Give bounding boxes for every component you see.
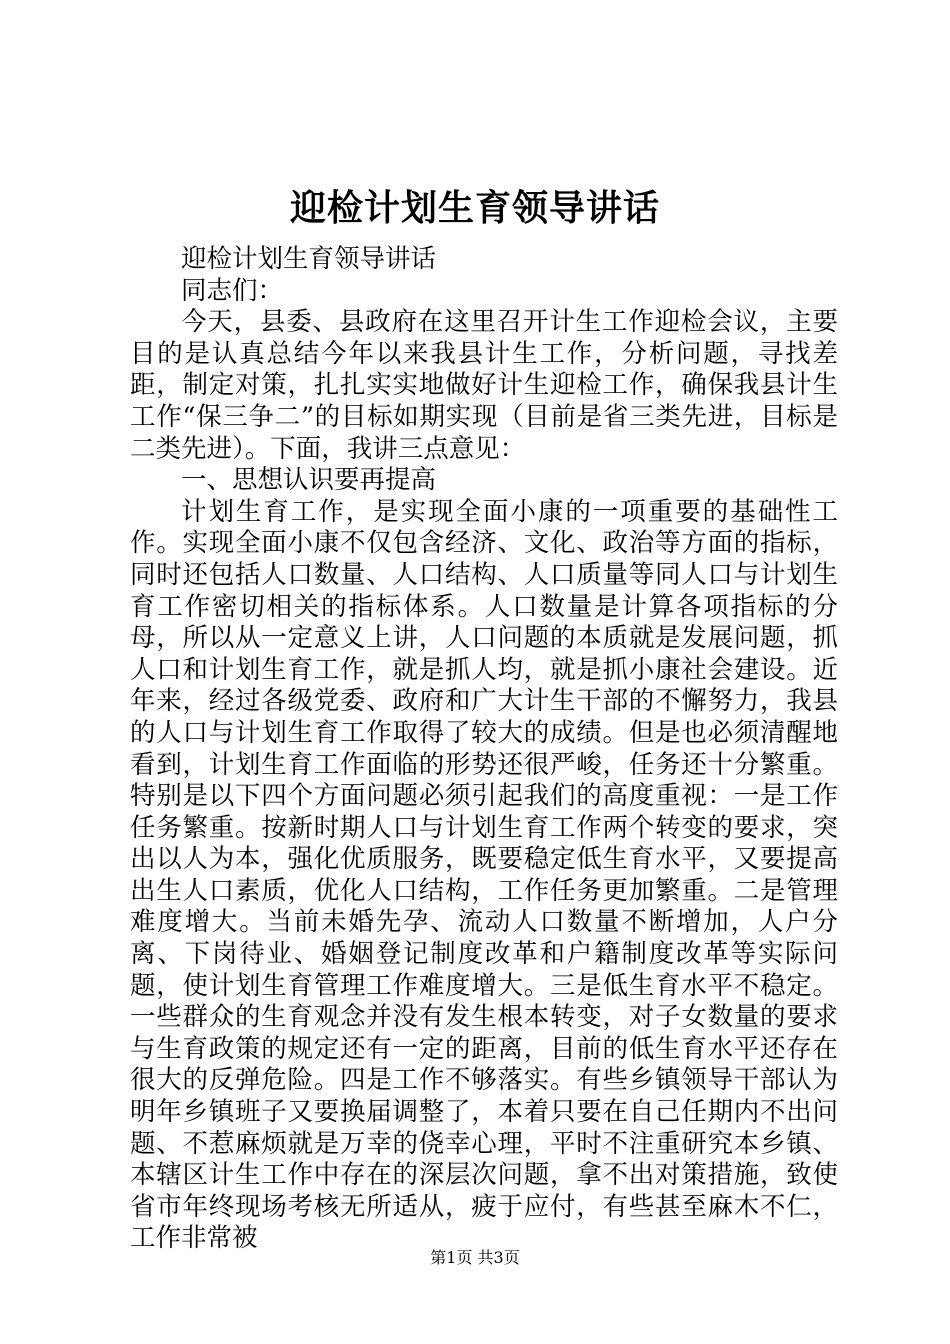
salutation: 同志们： (181, 275, 284, 306)
document-body (130, 244, 838, 1255)
intro-paragraph: 今天，县委、县政府在这里召开计生工作迎检会议，主要目的是认真总结今年以来我县计生工作，分析问题，寻找差距，制定对策，扎扎实实地做好计生迎检工作，确保我县计生工作“保三争二”的目标如期实现（目前是省三类先进，目标是二类先进）。下面，我讲三点意见： (130, 307, 838, 464)
section-paragraph: 计划生育工作，是实现全面小康的一项重要的基础性工作。实现全面小康不仅包含经济、文化、政治等方面的指标，同时还包括人口数量、人口结构、人口质量等同人口与计划生育工作密切相关的指标体系。人口数量是计算各项指标的分母，所以从一定意义上讲，人口问题的本质就是发展问题，抓人口和计划生育工作，就是抓人均，就是抓小康社会建设。近年来，经过各级党委、政府和广大计生干部的不懈努力，我县的人口与计划生育工作取得了较大的成绩。但是也必须清醒地看到，计划生育工作面临的形势还很严峻，任务还十分繁重。特别是以下四个方面问题必须引起我们的高度重视：一是工作任务繁重。按新时期人口与计划生育工作两个转变的要求，突出以人为本，强化优质服务，既要稳定低生育水平，又要提高出生人口素质，优化人口结构，工作任务更加繁重。二是管理难度增大。当前未婚先孕、流动人口数量不断增加，人户分离、下岗待业、婚姻登记制度改革和户籍制度改革等实际问题，使计划生育管理工作难度增大。三是低生育水平不稳定。一些群众的生育观念并没有发生根本转变，对子女数量的要求与生育政策的规定还有一定的距离，目前的低生育水平还存在很大的反弹危险。四是工作不够落实。有些乡镇领导干部认为明年乡镇班子又要换届调整了，本着只要在自己任期内不出问题、不惹麻烦就是万幸的侥幸心理，平时不注重研究本乡镇、本辖区计生工作中存在的深层次问题，拿不出对策措施，致使省市年终现场考核无所适从，疲于应付，有些甚至麻木不仁，工作非常被 (130, 496, 838, 1254)
document-title: 迎检计划生育领导讲话 (289, 187, 660, 229)
body-heading-line: 迎检计划生育领导讲话 (181, 244, 437, 274)
page-footer: 第1页 共3页 (430, 1248, 520, 1267)
section-heading: 一、思想认识要再提高 (181, 465, 437, 496)
